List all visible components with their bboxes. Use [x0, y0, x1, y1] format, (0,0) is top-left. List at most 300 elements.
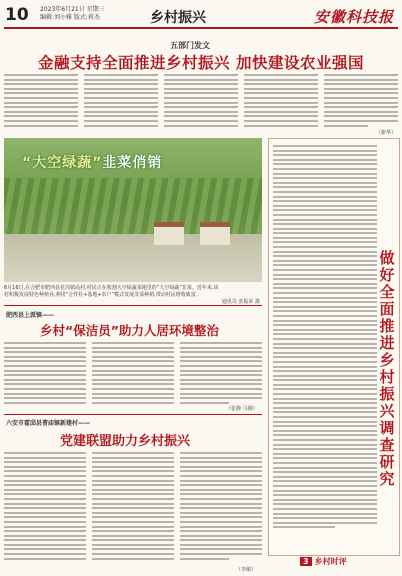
text-line — [273, 269, 377, 271]
text-line — [84, 79, 158, 81]
vertical-title-char: 调 — [379, 419, 395, 437]
text-line — [273, 154, 377, 156]
text-line — [273, 430, 377, 432]
text-line — [273, 333, 377, 335]
text-line — [273, 310, 377, 312]
text-line — [180, 535, 262, 537]
text-line — [273, 191, 377, 193]
article2-headline: 乡村“保洁员”助力人居环境整治 — [40, 323, 219, 338]
article2-signoff: （张静 马刚） — [226, 406, 258, 412]
text-line — [4, 535, 86, 537]
text-line — [273, 186, 377, 188]
text-line — [164, 74, 238, 76]
vertical-title-char: 村 — [379, 368, 395, 386]
text-line — [180, 351, 262, 353]
text-line — [180, 512, 262, 514]
newspaper-logo: 安徽科技报 — [313, 8, 394, 26]
text-line — [4, 74, 78, 76]
article3-headline: 党建联盟助力乡村振兴 — [60, 434, 191, 449]
header-rule — [4, 27, 398, 29]
issue-date: 2023年6月21日 星期三 — [40, 6, 105, 13]
text-line — [92, 493, 174, 495]
text-line — [4, 480, 86, 482]
text-line — [273, 494, 377, 496]
page-number: 10 — [5, 5, 29, 25]
text-line — [4, 503, 86, 505]
text-line — [324, 111, 398, 113]
lead-headline: 金融支持全面推进乡村振兴 加快建设农业强国 — [38, 54, 364, 72]
text-line — [92, 558, 174, 560]
text-line — [180, 475, 262, 477]
text-line — [4, 397, 86, 399]
text-line — [273, 283, 377, 285]
text-line — [273, 168, 377, 170]
text-line — [324, 74, 398, 76]
text-line — [4, 111, 78, 113]
text-line — [180, 356, 262, 358]
editor-line: 编辑:刘小雅 版式:蒋杰 — [40, 14, 100, 21]
text-line — [4, 466, 86, 468]
text-line — [4, 484, 86, 486]
column-label — [300, 556, 347, 567]
text-line — [273, 159, 377, 161]
text-column — [273, 145, 377, 531]
text-line — [180, 360, 262, 362]
text-line — [180, 544, 262, 546]
text-line — [273, 411, 377, 413]
text-line — [273, 375, 377, 377]
text-line — [4, 351, 86, 353]
text-line — [92, 516, 174, 518]
text-line — [273, 480, 377, 482]
text-line — [273, 173, 377, 175]
text-line — [4, 125, 78, 127]
text-line — [244, 102, 318, 104]
text-line — [273, 347, 377, 349]
text-line — [4, 558, 86, 560]
photo-title-highlight: “大空绿蔬” — [22, 155, 103, 171]
vertical-title-char: 研 — [379, 453, 395, 471]
lead-signoff: （新华） — [376, 130, 397, 136]
text-line — [4, 553, 86, 555]
text-line — [273, 522, 377, 524]
text-line — [273, 513, 377, 515]
text-line — [164, 106, 238, 108]
text-line — [4, 539, 86, 541]
text-line — [324, 106, 398, 108]
text-line — [273, 196, 377, 198]
text-line — [4, 402, 86, 404]
text-line — [92, 526, 174, 528]
text-line — [273, 150, 377, 152]
text-line — [92, 342, 174, 344]
text-line — [92, 388, 174, 390]
vertical-title-char: 乡 — [379, 351, 395, 369]
text-line — [273, 145, 377, 147]
text-line — [92, 374, 174, 376]
text-line — [244, 97, 318, 99]
text-column — [4, 452, 86, 562]
text-line — [273, 320, 377, 322]
text-line — [180, 461, 262, 463]
text-column — [180, 342, 262, 406]
article3-signoff: （李敏） — [236, 567, 257, 573]
text-line — [92, 393, 174, 395]
text-line — [164, 97, 238, 99]
text-line — [273, 343, 377, 345]
text-line — [164, 111, 238, 113]
text-line — [324, 83, 398, 85]
text-line — [180, 503, 262, 505]
photo-title-rest: 韭菜俏销 — [102, 155, 163, 171]
text-line — [92, 544, 174, 546]
section-rule — [4, 414, 262, 415]
vertical-title-char: 好 — [379, 266, 395, 284]
text-line — [273, 416, 377, 418]
text-line — [4, 92, 78, 94]
text-line — [4, 106, 78, 108]
text-line — [4, 383, 86, 385]
text-line — [92, 535, 174, 537]
text-line — [180, 539, 262, 541]
text-line — [273, 209, 377, 211]
text-column — [4, 74, 78, 129]
text-line — [4, 526, 86, 528]
text-line — [180, 393, 262, 395]
text-line — [92, 466, 174, 468]
text-line — [273, 444, 377, 446]
text-line — [324, 102, 398, 104]
text-line — [92, 475, 174, 477]
text-line — [164, 115, 238, 117]
text-line — [92, 360, 174, 362]
text-line — [4, 507, 86, 509]
text-line — [273, 462, 377, 464]
text-line — [4, 88, 78, 90]
text-line — [273, 278, 377, 280]
lead-kicker: 五部门发文 — [170, 41, 210, 50]
text-line — [180, 521, 262, 523]
text-line — [273, 379, 377, 381]
text-line — [4, 452, 86, 454]
text-line — [4, 370, 86, 372]
text-line — [273, 301, 377, 303]
text-line — [4, 83, 78, 85]
text-line — [164, 92, 238, 94]
text-line — [164, 88, 238, 90]
text-line — [273, 499, 377, 501]
text-line — [244, 120, 318, 122]
text-line — [273, 260, 377, 262]
text-line — [180, 530, 262, 532]
vertical-title-char: 全 — [379, 283, 395, 301]
text-line — [92, 548, 174, 550]
text-line — [92, 356, 174, 358]
text-line — [273, 448, 377, 450]
text-column — [84, 74, 158, 129]
text-line — [180, 489, 262, 491]
text-line — [164, 83, 238, 85]
text-line — [273, 264, 377, 266]
text-line — [4, 548, 86, 550]
text-column — [4, 342, 86, 406]
text-line — [244, 115, 318, 117]
text-line — [180, 470, 262, 472]
text-line — [273, 393, 377, 395]
text-line — [273, 457, 377, 459]
text-column — [244, 74, 318, 129]
text-line — [244, 79, 318, 81]
text-line — [92, 402, 174, 404]
text-line — [273, 232, 377, 234]
text-line — [273, 421, 377, 423]
photo-caption — [4, 285, 262, 305]
text-line — [4, 489, 86, 491]
text-line — [273, 255, 377, 257]
text-line — [84, 115, 158, 117]
text-line — [180, 374, 262, 376]
text-line — [4, 493, 86, 495]
text-line — [92, 383, 174, 385]
text-line — [92, 397, 174, 399]
text-line — [180, 526, 262, 528]
column-number: 3 — [300, 557, 312, 566]
text-line — [4, 365, 86, 367]
text-line — [4, 521, 86, 523]
text-line — [4, 530, 86, 532]
article2-tag: 肥西县上派镇—— — [6, 312, 55, 319]
text-line — [180, 493, 262, 495]
text-line — [92, 347, 174, 349]
text-line — [180, 466, 262, 468]
text-line — [92, 530, 174, 532]
text-line — [244, 74, 318, 76]
issue-info — [40, 6, 105, 22]
text-line — [84, 74, 158, 76]
text-line — [92, 484, 174, 486]
column-name: 乡村时评 — [314, 557, 347, 566]
text-line — [4, 544, 86, 546]
text-line — [4, 115, 78, 117]
text-line — [84, 111, 158, 113]
text-line — [92, 512, 174, 514]
photo-house — [154, 222, 184, 245]
text-line — [324, 97, 398, 99]
text-line — [273, 425, 377, 427]
text-line — [273, 223, 377, 225]
text-line — [273, 485, 377, 487]
text-line — [180, 397, 262, 399]
text-line — [273, 402, 377, 404]
text-line — [273, 356, 377, 358]
text-line — [273, 287, 377, 289]
vertical-title-char: 兴 — [379, 402, 395, 420]
text-line — [164, 120, 238, 122]
text-line — [92, 489, 174, 491]
text-line — [4, 102, 78, 104]
text-line — [273, 453, 377, 455]
text-line — [273, 251, 377, 253]
text-line — [180, 480, 262, 482]
text-line — [180, 516, 262, 518]
text-line — [273, 214, 377, 216]
text-line — [92, 521, 174, 523]
text-line — [4, 470, 86, 472]
text-line — [84, 88, 158, 90]
vertical-title-char: 振 — [379, 385, 395, 403]
photo-credit: 通讯员 张振荣 摄 — [221, 299, 260, 305]
text-line — [180, 379, 262, 381]
text-line — [180, 388, 262, 390]
vertical-title-char: 究 — [379, 470, 395, 488]
text-line — [84, 97, 158, 99]
text-line — [180, 347, 262, 349]
text-line — [92, 498, 174, 500]
text-line — [92, 351, 174, 353]
text-line — [92, 480, 174, 482]
vertical-title-char: 面 — [379, 300, 395, 318]
text-line — [4, 79, 78, 81]
text-line — [324, 79, 398, 81]
text-line — [180, 383, 262, 385]
text-line — [273, 366, 377, 368]
text-line — [180, 548, 262, 550]
text-line — [164, 79, 238, 81]
text-line — [4, 388, 86, 390]
section-title: 乡村振兴 — [150, 10, 206, 26]
photo-house — [200, 222, 230, 245]
text-line — [273, 434, 377, 436]
text-line — [4, 97, 78, 99]
text-line — [273, 361, 377, 363]
text-line — [273, 182, 377, 184]
text-line — [180, 365, 262, 367]
text-line — [273, 490, 377, 492]
text-line — [273, 241, 377, 243]
text-line — [92, 461, 174, 463]
text-line — [84, 120, 158, 122]
vertical-title-char: 进 — [379, 334, 395, 352]
text-line — [180, 507, 262, 509]
photo-title — [22, 152, 162, 172]
text-line — [324, 92, 398, 94]
text-line — [273, 297, 377, 299]
text-line — [324, 88, 398, 90]
feature-photo — [4, 138, 262, 282]
vertical-title-char: 查 — [379, 436, 395, 454]
text-line — [4, 379, 86, 381]
text-line — [273, 329, 377, 331]
text-line — [180, 370, 262, 372]
text-line — [4, 347, 86, 349]
text-line — [273, 228, 377, 230]
text-line — [92, 503, 174, 505]
vertical-title-char: 推 — [379, 317, 395, 335]
text-line — [4, 342, 86, 344]
text-line — [273, 237, 377, 239]
text-line — [92, 507, 174, 509]
text-line — [244, 111, 318, 113]
text-line — [244, 88, 318, 90]
text-line — [180, 457, 262, 459]
text-line — [273, 407, 377, 409]
text-line — [273, 471, 377, 473]
text-column — [180, 452, 262, 562]
text-line — [4, 356, 86, 358]
text-line — [273, 177, 377, 179]
text-line — [4, 498, 86, 500]
text-line — [273, 384, 377, 386]
text-line — [180, 402, 229, 404]
text-line — [273, 476, 377, 478]
article3-tag: 六安市霍邱县曹庙镇新建村—— — [6, 420, 91, 427]
text-line — [4, 120, 78, 122]
text-line — [273, 439, 377, 441]
text-line — [180, 484, 262, 486]
text-line — [273, 315, 377, 317]
text-column — [92, 342, 174, 406]
text-line — [273, 526, 335, 528]
text-line — [92, 470, 174, 472]
text-column — [92, 452, 174, 562]
text-line — [273, 508, 377, 510]
text-line — [273, 200, 377, 202]
text-line — [84, 92, 158, 94]
text-line — [84, 83, 158, 85]
text-line — [4, 516, 86, 518]
text-line — [180, 558, 229, 560]
text-line — [244, 92, 318, 94]
text-line — [273, 398, 377, 400]
text-line — [92, 365, 174, 367]
text-line — [273, 338, 377, 340]
text-line — [244, 125, 318, 127]
text-line — [92, 379, 174, 381]
text-line — [273, 370, 377, 372]
text-line — [164, 102, 238, 104]
text-line — [180, 342, 262, 344]
text-line — [273, 246, 377, 248]
text-column — [324, 74, 398, 129]
text-line — [273, 503, 377, 505]
text-line — [164, 125, 238, 127]
text-line — [84, 106, 158, 108]
text-line — [92, 457, 174, 459]
text-line — [273, 292, 377, 294]
text-line — [84, 102, 158, 104]
text-line — [273, 274, 377, 276]
text-line — [180, 498, 262, 500]
text-line — [324, 125, 368, 127]
text-line — [4, 360, 86, 362]
text-line — [273, 467, 377, 469]
text-line — [324, 120, 398, 122]
text-line — [84, 125, 158, 127]
vertical-title-char: 做 — [379, 249, 395, 267]
text-line — [92, 370, 174, 372]
text-line — [92, 553, 174, 555]
text-line — [4, 374, 86, 376]
text-line — [273, 352, 377, 354]
text-line — [244, 106, 318, 108]
text-line — [273, 388, 377, 390]
text-line — [244, 83, 318, 85]
sidebar-vertical-title — [378, 250, 396, 488]
text-line — [273, 517, 377, 519]
text-line — [273, 324, 377, 326]
text-column — [164, 74, 238, 129]
text-line — [4, 393, 86, 395]
